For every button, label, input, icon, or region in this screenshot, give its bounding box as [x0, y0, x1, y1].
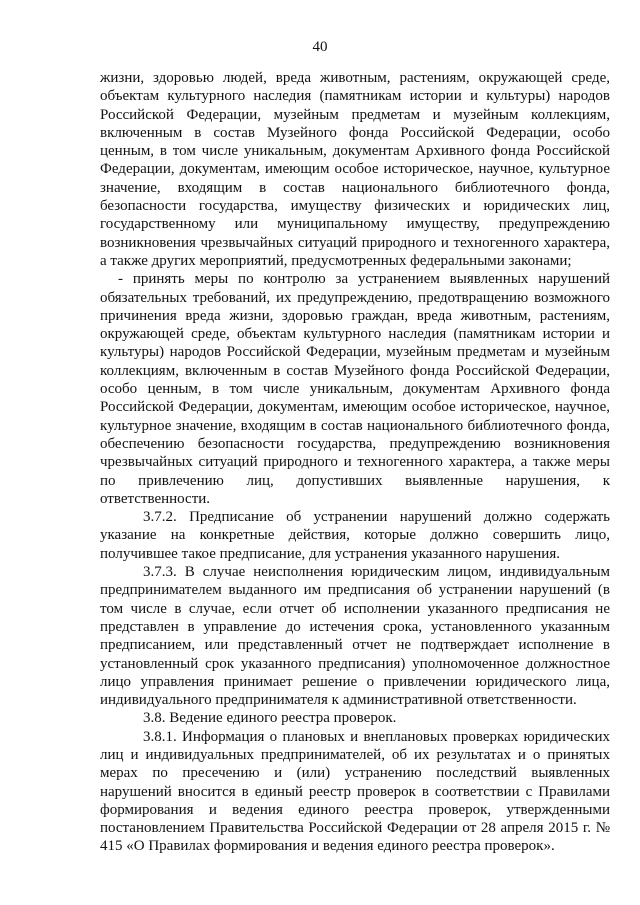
page-number: 40 [312, 39, 328, 55]
paragraph-3-7-2: 3.7.2. Предписание об устранении нарушений должно содержать указание на конкретные действия, которые должно совершить лицо, получившее такое предписание, для устранения указанного нарушения. [100, 509, 610, 562]
paragraph-3-8-1: 3.8.1. Информация о плановых и внеплановых проверках юридических лиц и индивидуальных предпринимателей, об их результатах и о принятых мерах по пресечению и (или) устранению последствий выявленных нарушений вносится в единый реестр проверок в соответствии с Правилами формирования и ведения единого реестра проверок, утвержденными постановлением Правительства Российской Федерации от 28 апреля 2015 г. № 415 «О Правилах формирования и ведения единого реестра проверок». [100, 728, 610, 855]
paragraph-bullet-measures: - принять меры по контролю за устранением выявленных нарушений обязательных требований, их предупреждению, предотвращению возможного причинения вреда жизни, здоровью граждан, вреда животным, растениям, окружающей среде, объектам культурного наследия (памятникам истории и культуры) народов Российской Федерации, музейным предметам и музейным коллекциям, включенным в состав Музейного фонда Российской Федерации, особо ценным, в том числе уникальным, документам Архивного фонда Российской Федерации, документам, имеющим особое историческое, научное, культурное значение, входящим в состав национального библиотечного фонда, обеспечению безопасности государства, предупреждению возникновения чрезвычайных ситуаций природного и техногенного характера, а также меры по привлечению лиц, допустивших выявленные нарушения, к ответственности. [100, 271, 610, 507]
document-body [100, 69, 610, 856]
paragraph-continuation: жизни, здоровью людей, вреда животным, растениям, окружающей среде, объектам культурного наследия (памятникам истории и культуры) народов Российской Федерации, музейным предметам и музейным коллекциям, включенным в состав Музейного фонда Российской Федерации, особо ценным, в том числе уникальным, документам Архивного фонда Российской Федерации, документам, имеющим особое историческое, научное, культурное значение, входящим в состав национального библиотечного фонда, безопасности государства, имуществу физических и юридических лиц, государственному или муниципальному имуществу, предупреждению возникновения чрезвычайных ситуаций природного и техногенного характера, а также других мероприятий, предусмотренных федеральными законами; [100, 70, 610, 269]
paragraph-3-8: 3.8. Ведение единого реестра проверок. [143, 710, 397, 727]
paragraph-3-7-3: 3.7.3. В случае неисполнения юридическим лицом, индивидуальным предпринимателем выданного им предписания об устранении нарушений (в том числе в случае, если отчет об исполнении указанного предписания не представлен в управление до истечения срока, установленного указанным предписанием, или представленный отчет не подтверждает исполнение в установленный срок указанного предписания) уполномоченное должностное лицо управления принимает решение о привлечении юридического лица, индивидуального предпринимателя к административной ответственности. [100, 564, 610, 709]
